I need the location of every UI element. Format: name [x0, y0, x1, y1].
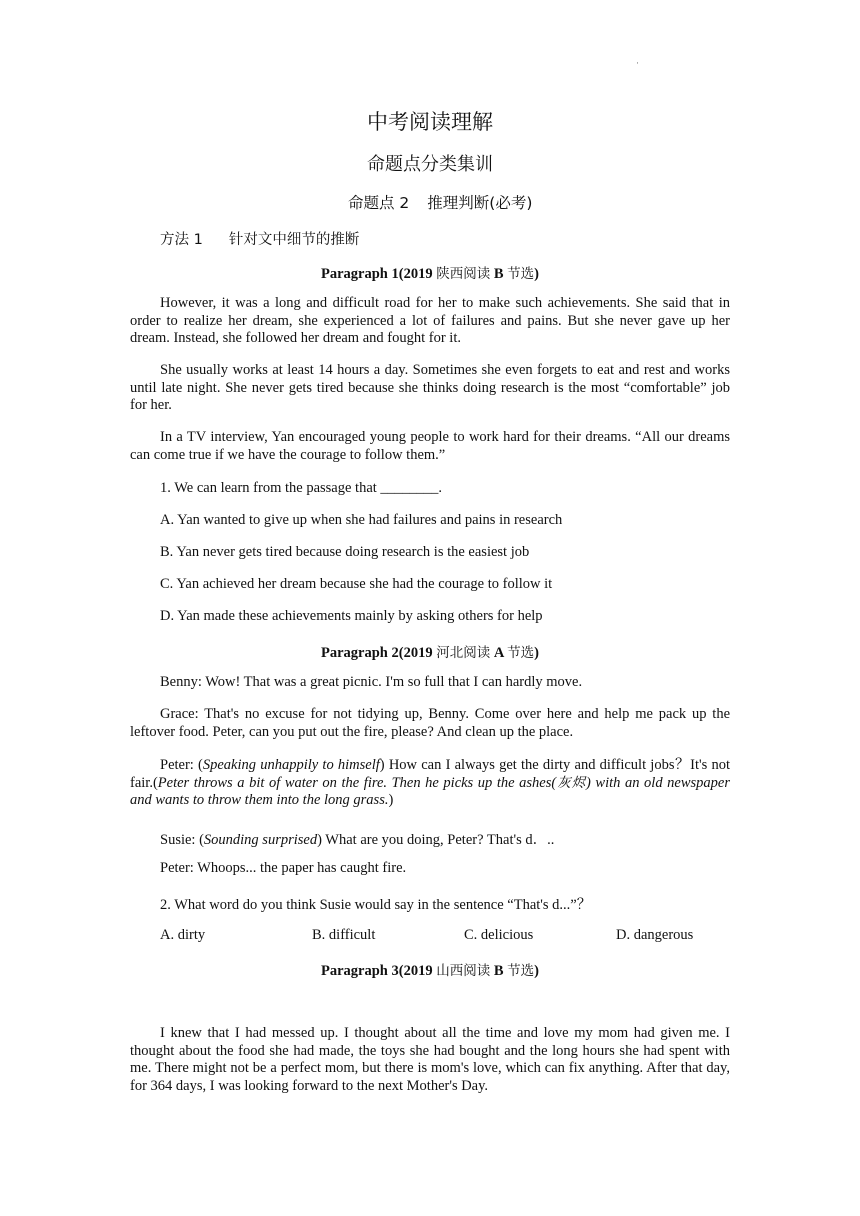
grace-line: Grace: That's no excuse for not tidying up, Benny. Come over here and help me pack up the leftover food. Peter, can you put out the fire, please? And clean up the place.	[130, 706, 730, 740]
peter-line-1: Peter: (Speaking unhappily to himself) How can I always get the dirty and difficult jobs？It's not fair.(Peter throws a bit of water on the fire. Then he picks up the ashes(灰烬) with an old newspaper and wants to throw them into the long grass.)	[130, 757, 730, 808]
question-2: 2. What word do you think Susie would say in the sentence “That's d...”？	[160, 897, 592, 913]
method-heading	[160, 228, 359, 249]
q2-option-d: D. dangerous	[616, 927, 694, 943]
q1-option-d: D. Yan made these achievements mainly by asking others for help	[160, 608, 543, 624]
page-mark: ·	[636, 58, 639, 68]
topic-heading	[348, 191, 532, 213]
peter-line-2: Peter: Whoops... the paper has caught fire.	[160, 860, 407, 876]
paragraph2-heading: Paragraph 2(2019 河北阅读 A 节选)	[321, 645, 539, 661]
page-subtitle: 命题点分类集训	[367, 154, 493, 175]
paragraph1-text-1: However, it was a long and difficult road for her to make such achievements. She said that in order to realize her dream, she experienced a lot of failures and pains. But she never gave up her dream. Instead, she followed her dream and fought for it.	[130, 295, 730, 346]
q2-option-a: A. dirty	[160, 927, 206, 943]
susie-line: Susie: (Sounding surprised) What are you doing, Peter? That's d．..	[160, 832, 555, 848]
paragraph1-heading: Paragraph 1(2019 陕西阅读 B 节选)	[321, 266, 539, 282]
question-1: 1. We can learn from the passage that ________.	[160, 480, 443, 496]
paragraph3-text: I knew that I had messed up. I thought about all the time and love my mom had given me. I thought about the food she had made, the toys she had bought and the long hours she had spent with me. There might not be a perfect mom, but there is mom's love, which can fix anything. After that day, for 364 days, I was looking forward to the next Mother's Day.	[130, 1025, 730, 1094]
page-title: 中考阅读理解	[367, 110, 493, 134]
q2-option-c: C. delicious	[464, 927, 534, 943]
method-name: 针对文中细节的推断	[228, 232, 360, 248]
q2-option-b: B. difficult	[312, 927, 376, 943]
paragraph1-text-2: She usually works at least 14 hours a day. Sometimes she even forgets to eat and rest and works until late night. She never gets tired because she thinks doing research is the most “comfortable” job for her.	[130, 362, 730, 413]
q1-option-c: C. Yan achieved her dream because she had the courage to follow it	[160, 576, 553, 592]
topic-name: 推理判断(必考)	[427, 194, 533, 212]
topic-number: 命题点 2	[348, 194, 410, 212]
q1-option-b: B. Yan never gets tired because doing research is the easiest job	[160, 544, 530, 560]
paragraph3-heading: Paragraph 3(2019 山西阅读 B 节选)	[321, 963, 539, 979]
benny-line: Benny: Wow! That was a great picnic. I'm so full that I can hardly move.	[160, 674, 583, 690]
paragraph1-text-3: In a TV interview, Yan encouraged young people to work hard for their dreams. “All our dreams can come true if we have the courage to follow them.”	[130, 429, 730, 463]
q1-option-a: A. Yan wanted to give up when she had failures and pains in research	[160, 512, 563, 528]
method-number: 方法 1	[160, 232, 203, 248]
